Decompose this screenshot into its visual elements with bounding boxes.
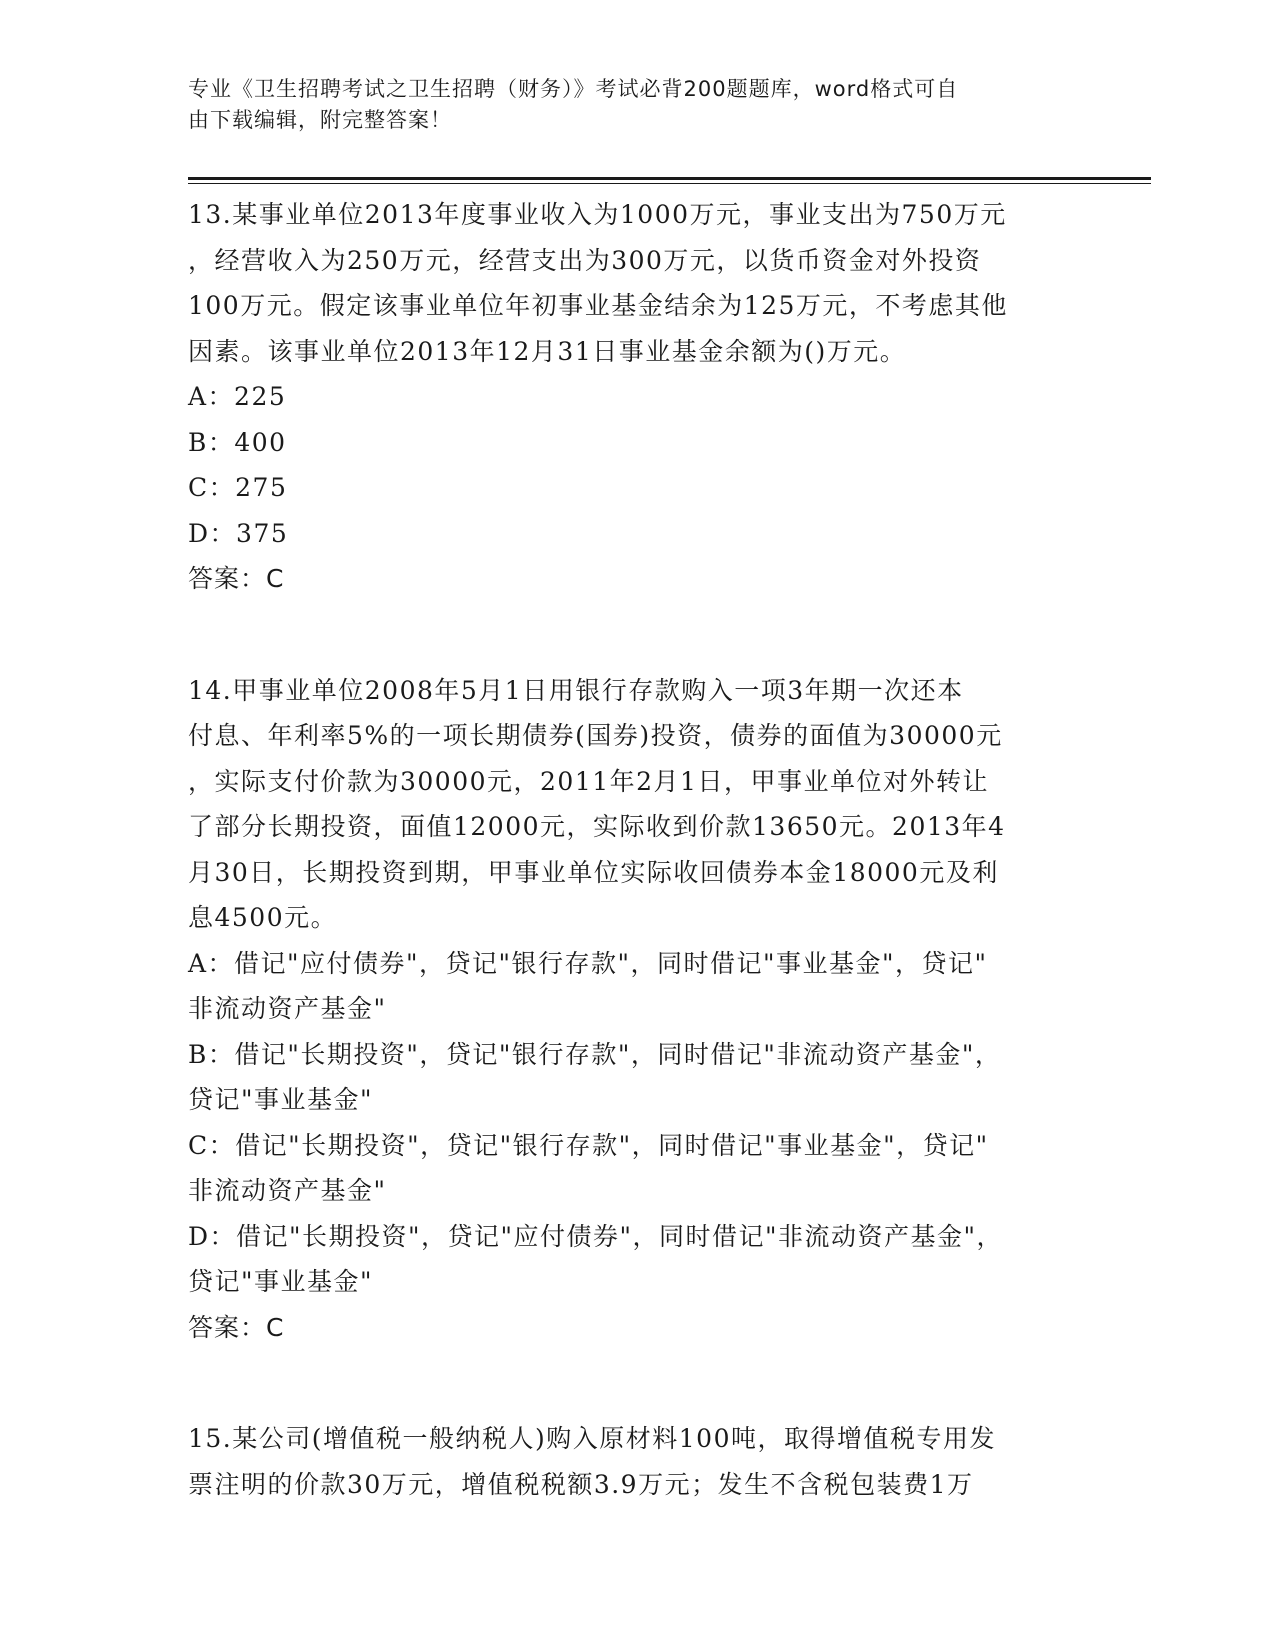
question-stem-line: 月30日，长期投资到期，甲事业单位实际收回债券本金18000元及利 [188, 857, 999, 887]
question-stem-line: 息4500元。 [188, 903, 338, 932]
question-15 [188, 1416, 1088, 1507]
question-list [188, 192, 1088, 1573]
question-stem-line: 因素。该事业单位2013年12月31日事业基金余额为()万元。 [188, 336, 907, 366]
option-b: B：借记"长期投资"，贷记"银行存款"，同时借记"非流动资产基金"， [188, 1039, 1002, 1069]
header-divider-thick [188, 177, 1151, 180]
answer-text: 答案：C [188, 564, 285, 593]
option-d: D：借记"长期投资"，贷记"应付债券"，同时借记"非流动资产基金"， [188, 1221, 1004, 1251]
header-line-2: 由下载编辑，附完整答案！ [188, 108, 452, 132]
question-13 [188, 192, 1088, 602]
header-line-1: 专业《卫生招聘考试之卫生招聘（财务）》考试必背200题题库，word格式可自 [188, 77, 959, 101]
question-stem-line: 14.甲事业单位2008年5月1日用银行存款购入一项3年期一次还本 [188, 675, 964, 705]
question-stem-line: 付息、年利率5%的一项长期债券(国券)投资，债券的面值为30000元 [188, 721, 1003, 750]
answer-text: 答案：C [188, 1312, 285, 1342]
question-14 [188, 668, 1088, 1351]
question-stem-line: 100万元。假定该事业单位年初事业基金结余为125万元，不考虑其他 [188, 291, 1008, 320]
option-a: A：借记"应付债券"，贷记"银行存款"，同时借记"事业基金"，贷记" [188, 948, 988, 978]
question-stem-line: 票注明的价款30万元，增值税税额3.9万元；发生不含税包装费1万 [188, 1469, 974, 1499]
question-stem-line: 13.某事业单位2013年度事业收入为1000万元，事业支出为750万元 [188, 200, 1007, 229]
question-stem-line: 15.某公司(增值税一般纳税人)购入原材料100吨，取得增值税专用发 [188, 1424, 996, 1453]
option-a: A：225 [188, 382, 287, 411]
option-d: D：375 [188, 518, 289, 548]
option-b-continued: 贷记"事业基金" [188, 1085, 373, 1114]
option-b: B：400 [188, 427, 287, 457]
header-divider-thin [188, 183, 1151, 184]
option-c: C：借记"长期投资"，贷记"银行存款"，同时借记"事业基金"，贷记" [188, 1130, 989, 1160]
option-d-continued: 贷记"事业基金" [188, 1267, 373, 1296]
question-stem-line: ，实际支付价款为30000元，2011年2月1日，甲事业单位对外转让 [188, 766, 989, 796]
question-stem-line: ，经营收入为250万元，经营支出为300万元，以货币资金对外投资 [188, 245, 982, 275]
page-header [188, 74, 1068, 136]
option-c: C：275 [188, 473, 288, 502]
question-stem-line: 了部分长期投资，面值12000元，实际收到价款13650元。2013年4 [188, 812, 1006, 841]
option-c-continued: 非流动资产基金" [188, 1176, 387, 1205]
option-a-continued: 非流动资产基金" [188, 994, 387, 1023]
